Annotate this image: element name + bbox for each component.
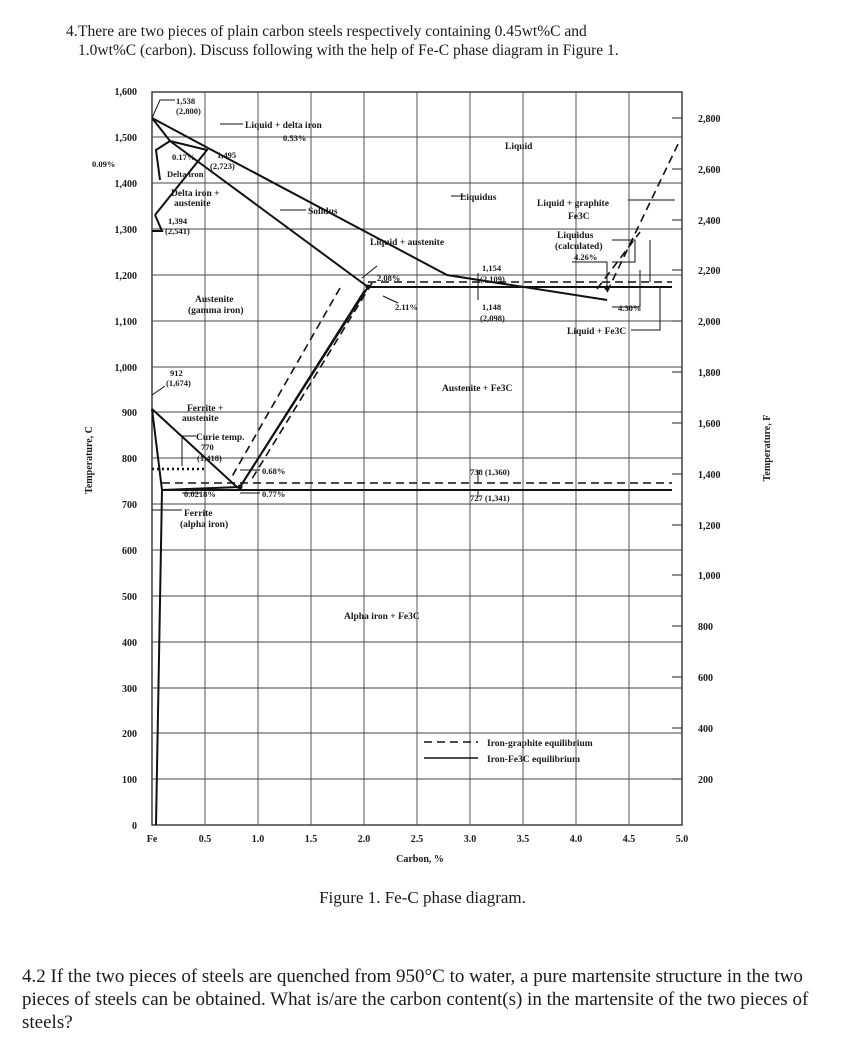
y-tick-f-200: 200: [698, 775, 713, 786]
y-tick-c-400: 400: [122, 638, 137, 649]
y-tick-f-2400: 2,400: [698, 216, 721, 227]
x-tick-1-5: 1.5: [304, 834, 318, 845]
x-tick-4-5: 4.5: [622, 834, 636, 845]
label-912: 912: [170, 368, 183, 378]
y-tick-c-1200: 1,200: [114, 271, 137, 282]
label-liquidus: Liquidus: [460, 193, 497, 203]
y-tick-c-1600: 1,600: [114, 87, 137, 98]
y-tick-f-2800: 2,800: [698, 114, 721, 125]
label-delta-aus-2: austenite: [174, 199, 211, 209]
label-2098: (2,098): [480, 313, 505, 323]
label-liquidus-calc-1: Liquidus: [557, 231, 594, 241]
y-tick-f-2200: 2,200: [698, 266, 721, 277]
point-eutectoid: [238, 485, 243, 490]
label-017: 0.17%: [172, 152, 196, 162]
label-1495: 1,495: [217, 150, 237, 160]
y-tick-c-100: 100: [122, 775, 137, 786]
label-738: 738 (1,360): [470, 467, 510, 477]
label-1674: (1,674): [166, 378, 191, 388]
x-tick-fe: Fe: [146, 834, 158, 845]
label-426: 4.26%: [574, 252, 598, 262]
y-tick-f-1200: 1,200: [698, 521, 721, 532]
y-tick-c-900: 900: [122, 408, 137, 419]
label-alpha-fe3c: Alpha iron + Fe3C: [344, 612, 420, 622]
celsius-tick-labels: [115, 87, 138, 832]
label-1538: 1,538: [176, 96, 196, 106]
question-line-2: 1.0wt%C (carbon). Discuss following with the help of Fe-C phase diagram in Figure 1.: [78, 42, 619, 59]
y-tick-c-1000: 1,000: [114, 363, 137, 374]
label-liq-fe3c: Liquid + Fe3C: [567, 327, 627, 337]
label-liquid: Liquid: [505, 142, 533, 152]
phase-boundaries: [152, 118, 672, 825]
label-ferrite-aus-1: Ferrite +: [187, 404, 224, 414]
label-gamma-iron: (gamma iron): [188, 306, 244, 316]
y-tick-c-1100: 1,100: [114, 317, 137, 328]
y-tick-c-1400: 1,400: [114, 179, 137, 190]
x-tick-5-0: 5.0: [675, 834, 689, 845]
legend-fe3c-label: Iron-Fe3C equilibrium: [487, 755, 580, 765]
point-eutectic: [605, 286, 610, 291]
y-tick-f-1600: 1,600: [698, 419, 721, 430]
y-tick-c-300: 300: [122, 684, 137, 695]
label-ferrite: Ferrite: [184, 509, 213, 519]
label-curie-3: (1,418): [197, 453, 222, 463]
y-tick-c-600: 600: [122, 546, 137, 557]
x-axis-title: Carbon, %: [396, 854, 444, 865]
y-tick-f-600: 600: [698, 673, 713, 684]
label-2723: (2,723): [210, 161, 235, 171]
label-1148: 1,148: [482, 302, 502, 312]
label-delta-aus-1: Delta iron +: [171, 189, 220, 199]
label-liquidus-calc-2: (calculated): [555, 242, 603, 252]
subquestion-body: If the two pieces of steels are quenched from 950°C to water, a pure martensite structure in the two pieces of steels can be obtained. What is/are the carbon content(s) in the martensite of the two pieces of steels?: [22, 966, 809, 1033]
x-tick-4-0: 4.0: [569, 834, 583, 845]
question-line-1: There are two pieces of plain carbon steels respectively containing 0.45wt%C and: [78, 23, 587, 40]
label-solidus: Solidus: [308, 207, 338, 217]
y-tick-c-1300: 1,300: [114, 225, 137, 236]
figure-caption: Figure 1. Fe-C phase diagram.: [319, 888, 526, 907]
y-tick-f-1800: 1,800: [698, 368, 721, 379]
label-727: 727 (1,341): [470, 493, 510, 503]
point-max-solubility: [366, 285, 371, 290]
x-tick-0-5: 0.5: [198, 834, 212, 845]
label-curie-1: Curie temp.: [196, 433, 245, 443]
x-tick-2-5: 2.5: [410, 834, 424, 845]
right-axis-title: Temperature, F: [762, 414, 773, 482]
subquestion-text: [22, 965, 837, 1034]
label-208: 2.08%: [377, 273, 401, 283]
label-liq-aus: Liquid + austenite: [370, 238, 445, 248]
label-1394: 1,394: [168, 216, 188, 226]
x-tick-3-0: 3.0: [463, 834, 477, 845]
label-delta-iron: Delta iron: [167, 169, 204, 179]
label-009: 0.09%: [92, 159, 116, 169]
x-tick-2-0: 2.0: [357, 834, 371, 845]
x-tick-labels: [147, 834, 689, 845]
y-tick-f-2000: 2,000: [698, 317, 721, 328]
y-tick-c-200: 200: [122, 729, 137, 740]
y-tick-c-500: 500: [122, 592, 137, 603]
y-tick-c-1500: 1,500: [114, 133, 137, 144]
label-ferrite-aus-2: austenite: [182, 414, 219, 424]
x-tick-3-5: 3.5: [516, 834, 530, 845]
legend-graphite-label: Iron-graphite equilibrium: [487, 739, 593, 749]
question-number: 4.: [66, 23, 78, 40]
y-tick-f-800: 800: [698, 622, 713, 633]
y-tick-f-1400: 1,400: [698, 470, 721, 481]
label-2800: (2,800): [176, 106, 201, 116]
label-00218: 0.0218%: [184, 489, 216, 499]
label-053: 0.53%: [283, 133, 307, 143]
label-aus-fe3c: Austenite + Fe3C: [442, 384, 513, 394]
label-curie-2: 770: [201, 442, 214, 452]
label-077: 0.77%: [262, 489, 286, 499]
y-tick-c-0: 0: [132, 821, 137, 832]
label-liq-graphite-fe3c: Fe3C: [568, 212, 590, 222]
label-liquid-delta: Liquid + delta iron: [245, 121, 322, 131]
fahrenheit-tick-marks: [672, 118, 682, 779]
label-430: 4.30%: [618, 303, 642, 313]
left-axis-title: Temperature, C: [84, 426, 95, 494]
label-liq-graphite: Liquid + graphite: [537, 199, 609, 209]
label-211: 2.11%: [395, 302, 418, 312]
y-tick-f-2600: 2,600: [698, 165, 721, 176]
y-tick-c-800: 800: [122, 454, 137, 465]
label-austenite: Austenite: [195, 295, 234, 305]
y-tick-f-400: 400: [698, 724, 713, 735]
label-2541: (2,541): [165, 226, 190, 236]
y-tick-f-1000: 1,000: [698, 571, 721, 582]
x-tick-1-0: 1.0: [251, 834, 265, 845]
subquestion-number: 4.2: [22, 966, 46, 987]
label-alpha-iron: (alpha iron): [180, 520, 229, 530]
label-2109: (2,109): [480, 274, 505, 284]
fahrenheit-tick-labels: [698, 114, 721, 786]
eutectic-points: [238, 285, 610, 490]
label-1154: 1,154: [482, 263, 502, 273]
label-068: 0.68%: [262, 466, 286, 476]
y-tick-c-700: 700: [122, 500, 137, 511]
